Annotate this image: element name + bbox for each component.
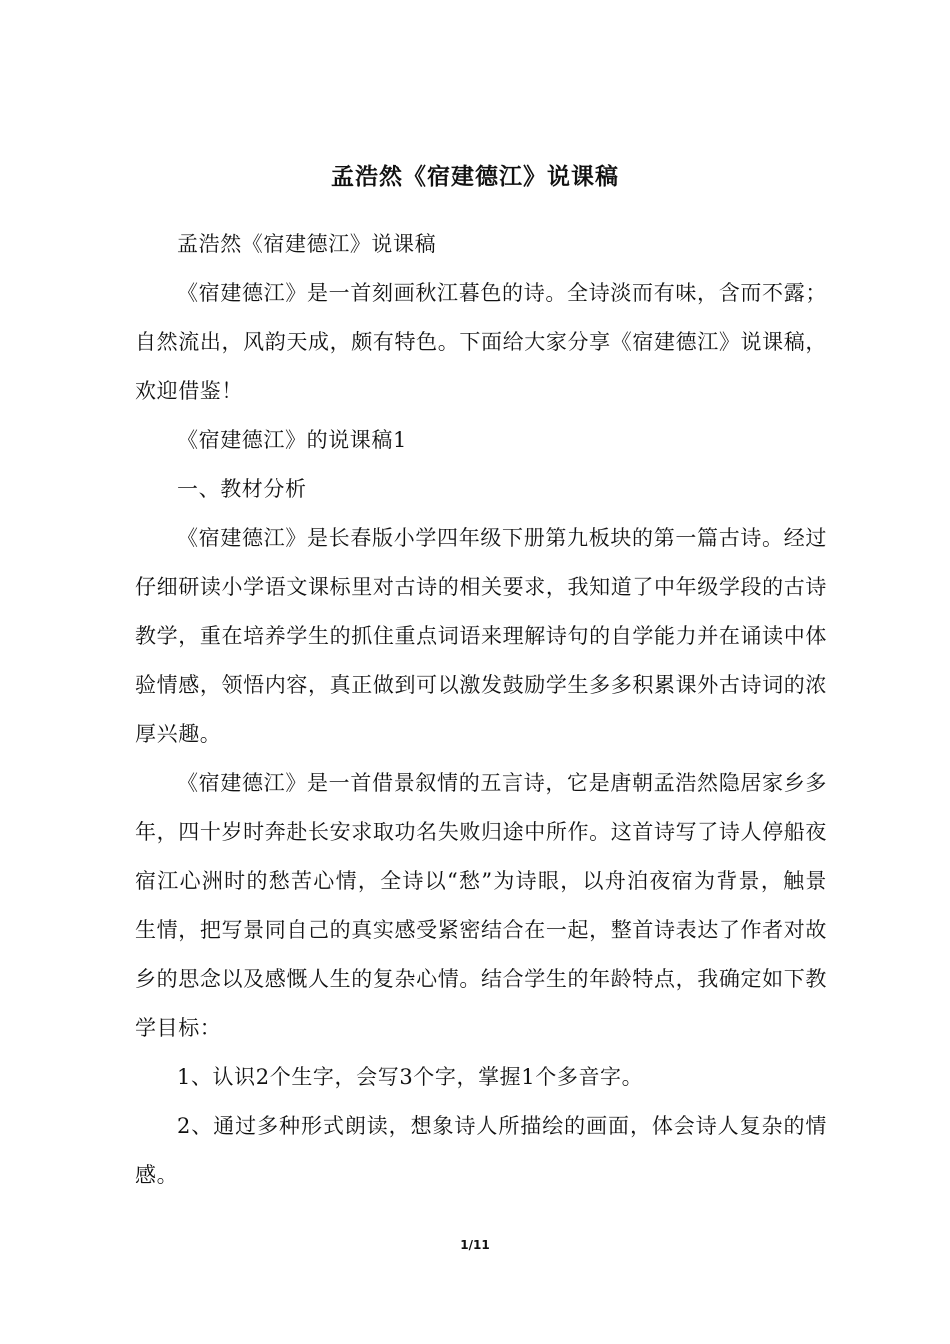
list-item: 1、认识2个生字，会写3个字，掌握1个多音字。: [177, 1065, 644, 1089]
page-title: 孟浩然《宿建德江》说课稿: [331, 164, 619, 191]
list-item: 2、通过多种形式朗读，想象诗人所描绘的画面，体会诗人复杂的情感。: [135, 1114, 827, 1187]
subtitle-paragraph: 孟浩然《宿建德江》说课稿: [177, 232, 437, 256]
body-paragraph: 《宿建德江》是一首借景叙情的五言诗，它是唐朝孟浩然隐居家乡多年，四十岁时奔赴长安求取功名失败归途中所作。这首诗写了诗人停船夜宿江心洲时的愁苦心情，全诗以“愁”为诗眼，以舟泊夜宿为背景，触景生情，把写景同自己的真实感受紧密结合在一起，整首诗表达了作者对故乡的思念以及感慨人生的复杂心情。结合学生的年龄特点，我确定如下教学目标：: [135, 771, 827, 1040]
section-heading: 《宿建德江》的说课稿1: [177, 428, 407, 452]
page-number: 1/11: [460, 1238, 490, 1252]
subsection-heading: 一、教材分析: [177, 477, 307, 501]
intro-paragraph: 《宿建德江》是一首刻画秋江暮色的诗。全诗淡而有味，含而不露；自然流出，风韵天成，颇有特色。下面给大家分享《宿建德江》说课稿，欢迎借鉴！: [135, 281, 827, 403]
body-paragraph: 《宿建德江》是长春版小学四年级下册第九板块的第一篇古诗。经过仔细研读小学语文课标里对古诗的相关要求，我知道了中年级学段的古诗教学，重在培养学生的抓住重点词语来理解诗句的自学能力并在诵读中体验情感，领悟内容，真正做到可以激发鼓励学生多多积累课外古诗词的浓厚兴趣。: [135, 526, 827, 746]
document-body: [135, 220, 827, 1200]
